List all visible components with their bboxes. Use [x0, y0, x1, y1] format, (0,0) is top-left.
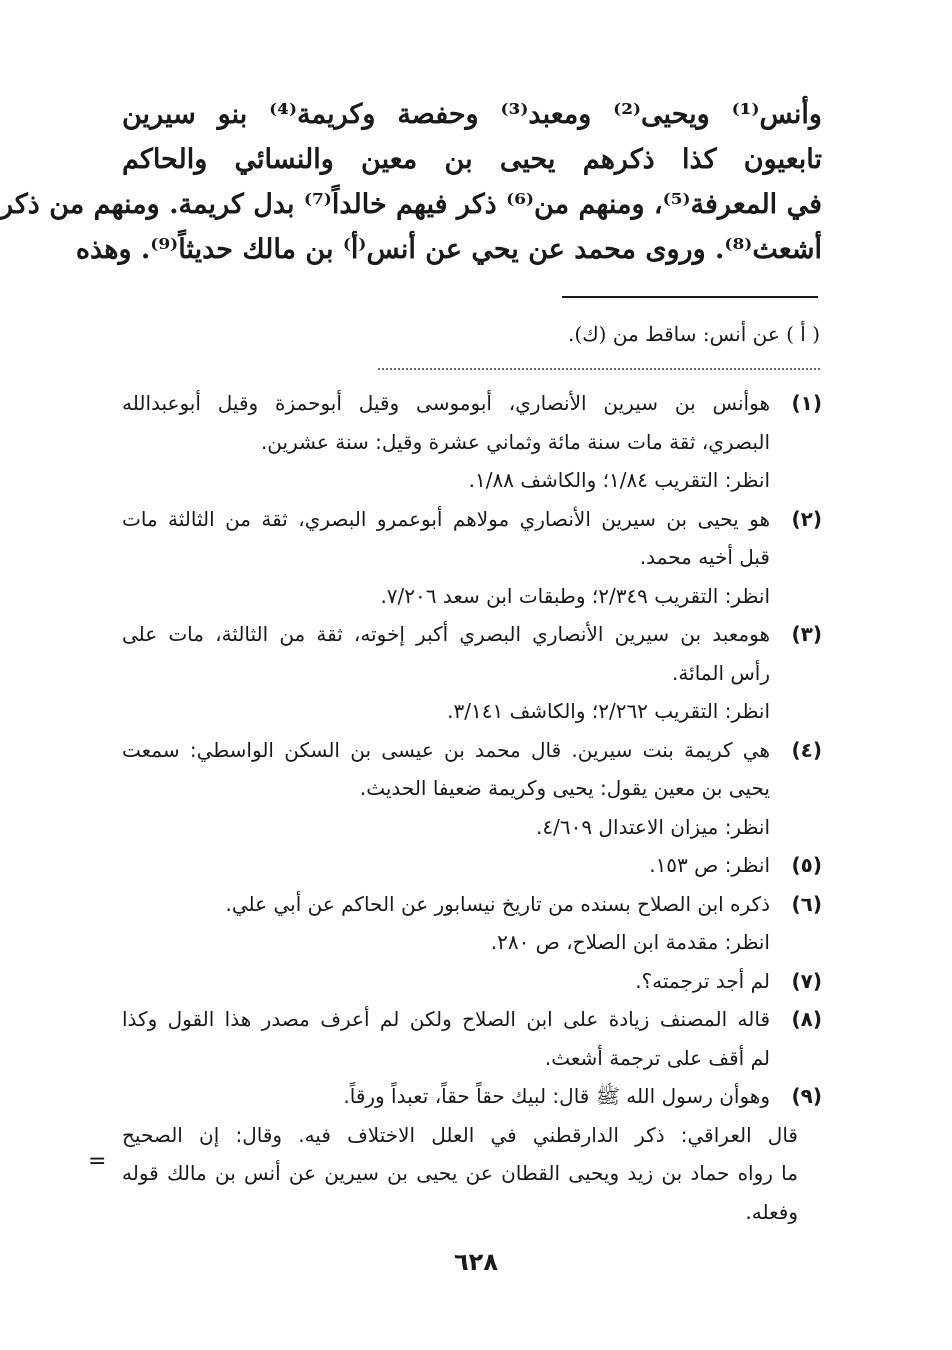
footnote-line: انظر: ص ١٥٣.: [649, 853, 770, 877]
footnote-1: [122, 384, 822, 500]
footnote-line: قبل أخيه محمد.: [639, 545, 770, 569]
footnote-8: [122, 1000, 822, 1077]
footnote-line: هي كريمة بنت سيرين. قال محمد بن عيسى بن السكن الواسطي: سمعت: [122, 737, 770, 762]
footnote-6: [122, 885, 822, 962]
main-text-line: أشعث⁽⁸⁾. وروى محمد عن يحي عن أنس⁽أ⁾ بن مالك حديثاً⁽⁹⁾. وهذه: [75, 234, 822, 265]
footnote-5: [122, 846, 822, 885]
footnote-line: انظر: ميزان الاعتدال ٤/٦٠٩.: [536, 814, 770, 839]
main-text: [0, 92, 822, 272]
main-text-line: وأنس⁽¹⁾ ويحيى⁽²⁾ ومعبد⁽³⁾ وحفصة وكريمة⁽⁴⁾ بنو سيرين: [122, 99, 822, 130]
footnote-number: (٣): [791, 622, 822, 646]
footnote-line: ذكره ابن الصلاح بسنده من تاريخ نيسابور عن الحاكم عن أبي علي.: [225, 891, 770, 916]
dotted-separator: [378, 368, 820, 370]
footnote-line: هوأنس بن سيرين الأنصاري، أبوموسى وقيل أبوحمزة وقيل أبوعبدالله: [122, 391, 770, 415]
continuation-line: ما رواه حماد بن زيد ويحيى القطان عن يحيى بن سيرين عن أنس بن مالك قوله: [122, 1161, 798, 1185]
footnote-number: (٤): [791, 737, 822, 762]
footnote-number: (١): [791, 391, 822, 415]
footnote-line: قاله المصنف زيادة على ابن الصلاح ولكن لم أعرف مصدر هذا القول وكذا: [122, 1007, 770, 1031]
footnote-divider: [562, 296, 818, 298]
footnote-2: [122, 500, 822, 616]
footnotes: [122, 384, 822, 1231]
footnote-4: [122, 731, 822, 847]
footnote-line: انظر: التقريب ١/٨٤؛ والكاشف ١/٨٨.: [468, 468, 770, 492]
footnote-continuation: [122, 1116, 822, 1232]
footnote-line: هو يحيى بن سيرين الأنصاري مولاهم أبوعمرو البصري، ثقة من الثالثة مات: [122, 506, 770, 531]
footnote-number: (٦): [791, 891, 822, 916]
footnote-number: (٨): [791, 1007, 822, 1031]
footnote-7: [122, 962, 822, 1001]
footnote-line: لم أجد ترجمته؟.: [635, 968, 770, 993]
page-number: ٦٢٨: [454, 1248, 498, 1276]
footnote-line: وهوأن رسول الله ﷺ قال: لبيك حقاً حقاً، تعبداً ورقاً.: [343, 1084, 770, 1108]
footnote-number: (٩): [791, 1084, 822, 1108]
footnote-line: رأس المائة.: [672, 660, 770, 685]
footnote-line: انظر: التقريب ٢/٣٤٩؛ وطبقات ابن سعد ٧/٢٠٦.: [380, 583, 770, 608]
footnote-line: هومعبد بن سيرين الأنصاري البصري أكبر إخوته، ثقة من الثالثة، مات على: [122, 622, 770, 646]
footnote-9: [122, 1077, 822, 1116]
footnote-number: (٥): [791, 853, 822, 877]
continuation-marker: =: [88, 1149, 107, 1174]
footnote-line: انظر: التقريب ٢/٢٦٢؛ والكاشف ٣/١٤١.: [447, 699, 770, 723]
footnote-number: (٢): [791, 506, 822, 531]
footnote-line: يحيى بن معين يقول: يحيى وكريمة ضعيفا الحديث.: [359, 776, 770, 800]
continuation-line: وفعله.: [745, 1199, 798, 1224]
footnote-3: [122, 615, 822, 731]
variant-note: ( أ ) عن أنس: ساقط من (ك).: [568, 322, 820, 346]
main-text-line: تابعيون كذا ذكرهم يحيى بن معين والنسائي والحاكم: [122, 144, 822, 175]
footnote-line: البصري، ثقة مات سنة مائة وثماني عشرة وقيل: سنة عشرين.: [260, 429, 770, 454]
footnote-line: انظر: مقدمة ابن الصلاح، ص ٢٨٠.: [490, 930, 770, 954]
continuation-line: قال العراقي: ذكر الدارقطني في العلل الاختلاف فيه. وقال: إن الصحيح: [122, 1122, 798, 1147]
footnote-number: (٧): [791, 968, 822, 993]
footnote-line: لم أقف على ترجمة أشعث.: [544, 1045, 770, 1070]
main-text-line: في المعرفة⁽⁵⁾، ومنهم من⁽⁶⁾ ذكر فيهم خالداً⁽⁷⁾ بدل كريمة. ومنهم من ذكر: [0, 189, 822, 220]
